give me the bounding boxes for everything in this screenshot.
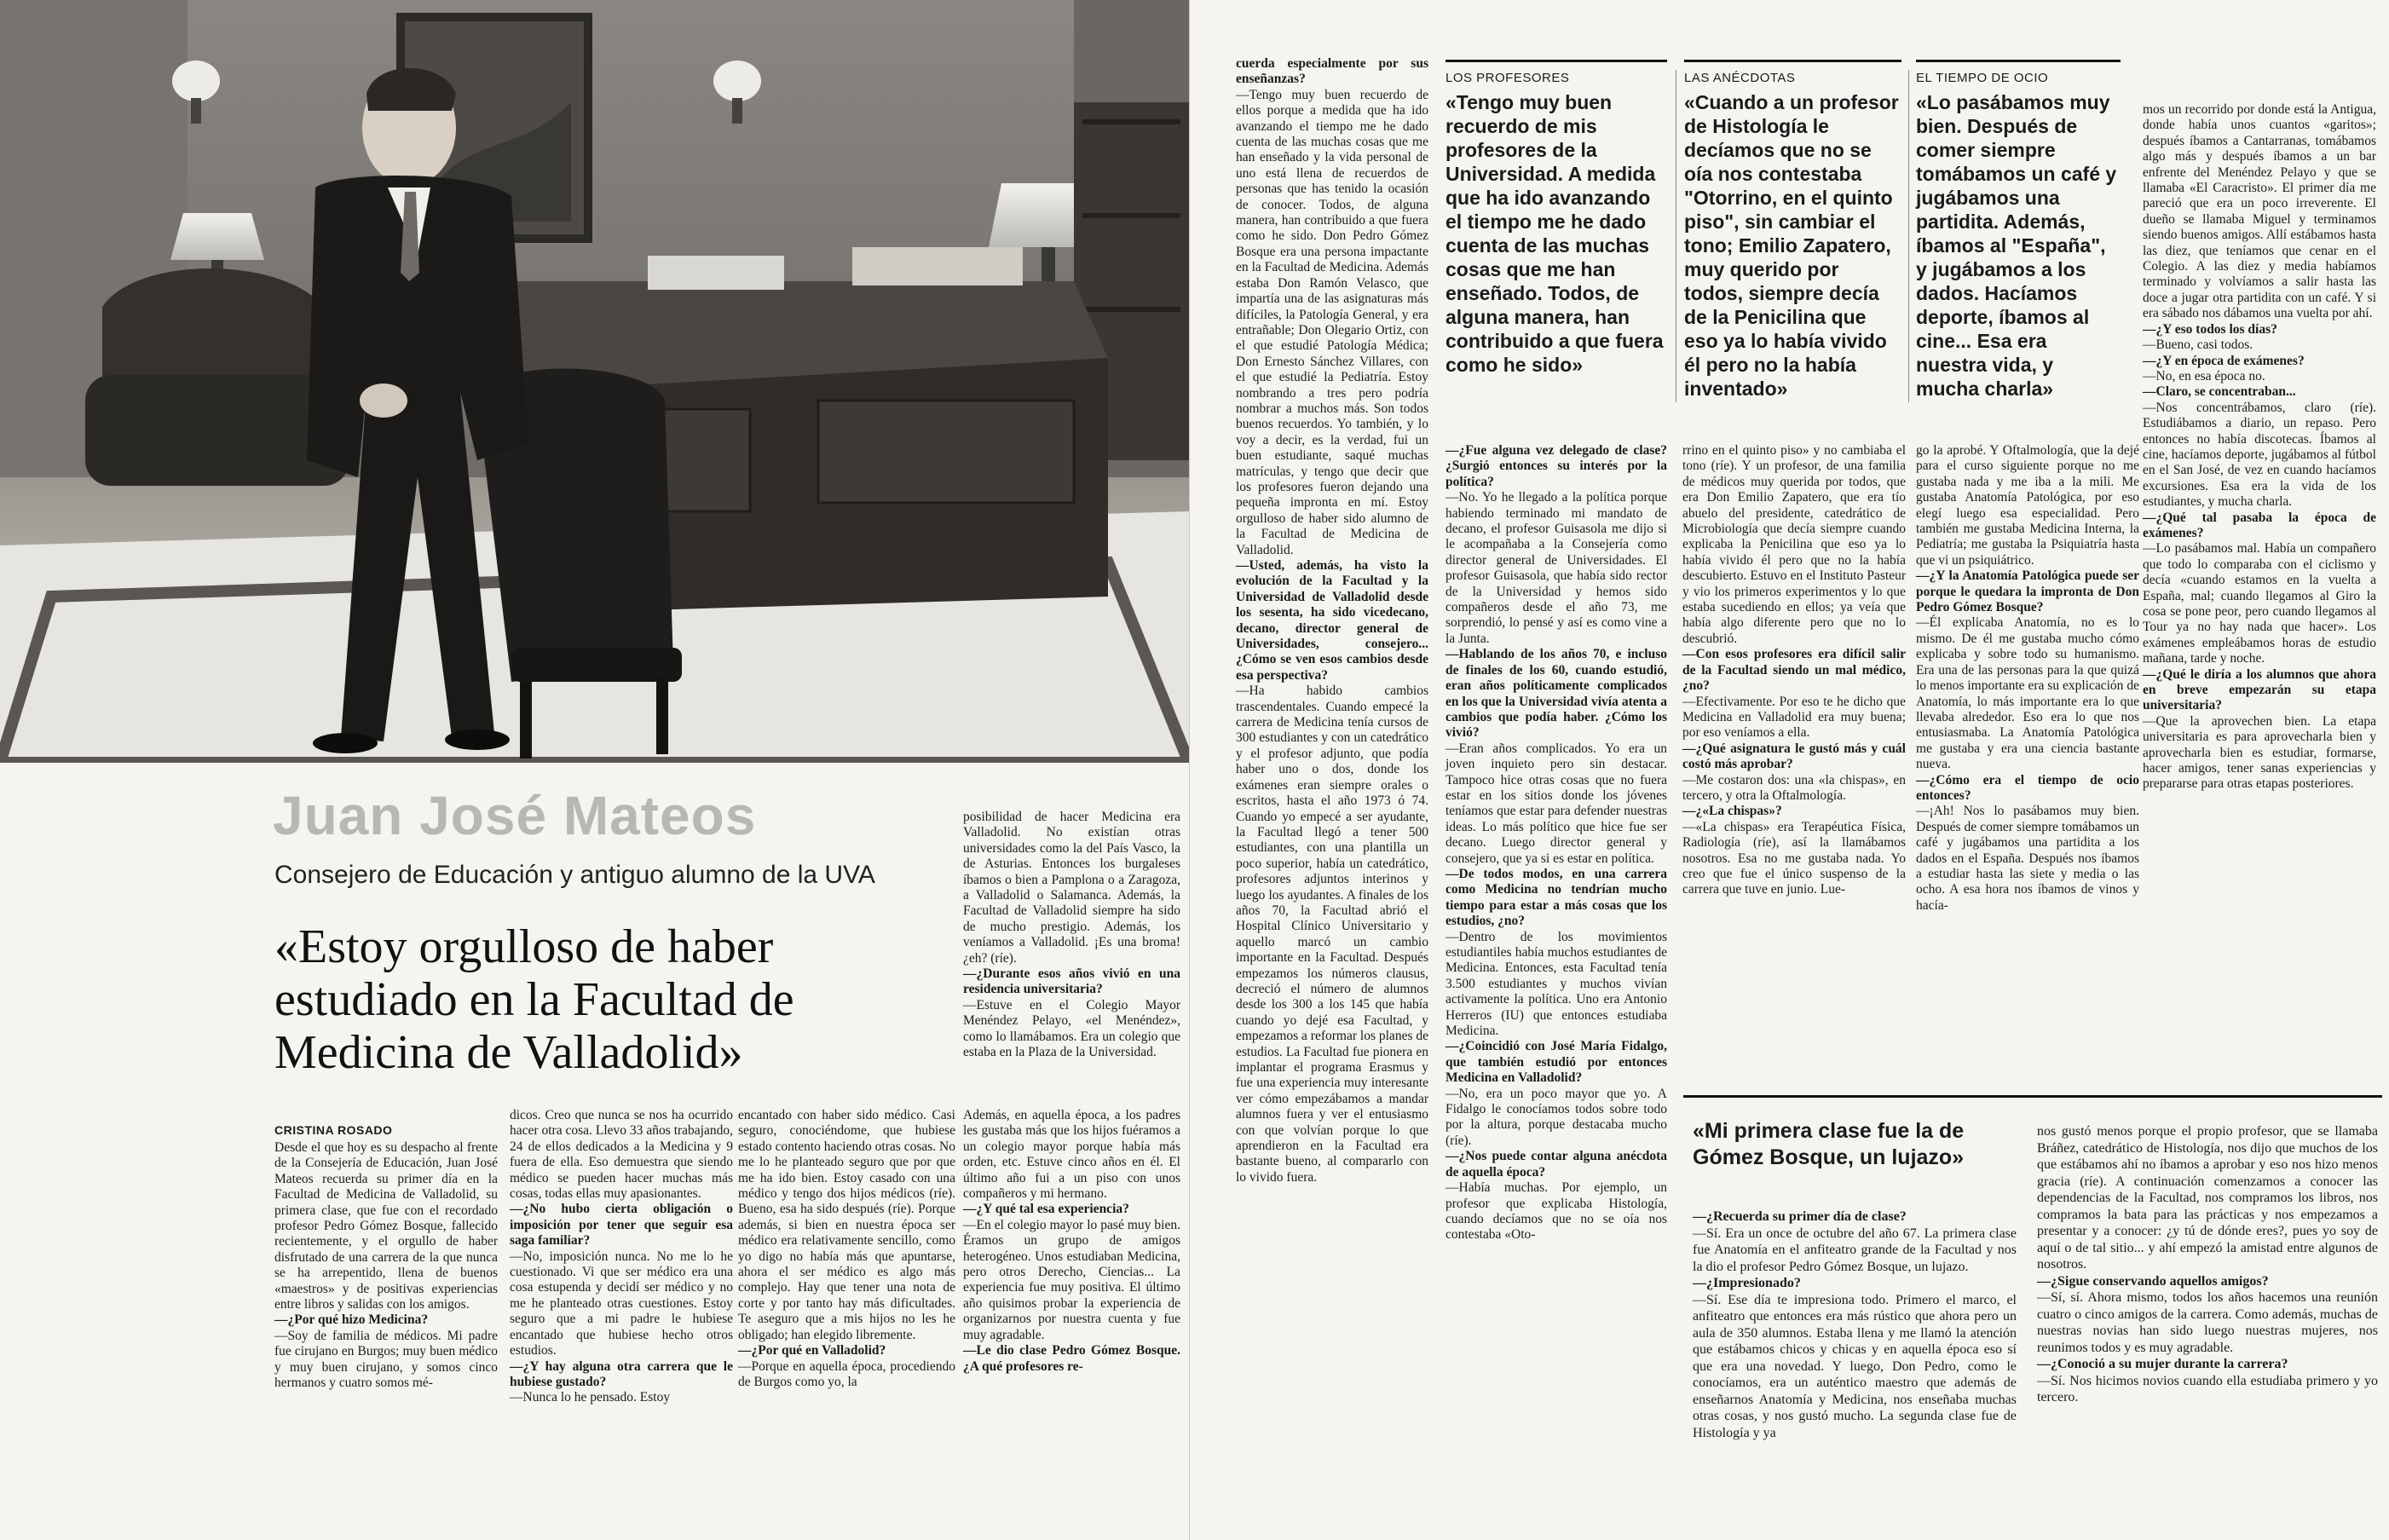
answer-text: —Tengo muy buen recuerdo de ellos porque a medida que ha ido avanzando el tiempo me he dado cuenta de las muchas cosas que me han enseñado y la vida personal de uno está llena de recuerdos de personas que has tenido la ocasión de conocer. Todos, de alguna manera, han contribuido a que fuera como he sido. Don Pedro Gómez Bosque era una persona impactante en la Facultad de Medicina. Además estaba Don Ramón Velasco, que impartía una de las asignaturas más difíciles, la Patología General, y era entrañable; Don Olegario Ortiz, con el que estudié Patología Médica; Don Ernesto Sánchez Villares, con el que estudié la Pediatría. Estoy nombrando a tres pero podría nombrar a muchos más. Son todos buenos recuerdos. Yo también, y lo voy a decir, es la verdad, fui un buen estudiante, saqué muchas matrículas, y tengo que decir que los profesores fueron dejando una pequeña impronta en mí. Estoy orgulloso de haber sido alumno de la Facultad de Medicina de Valladolid. <box>1236 87 1428 557</box>
quote-label: LAS ANÉCDOTAS <box>1684 71 1796 85</box>
column-9 <box>1693 1208 2017 1441</box>
answer-text: —En el colegio mayor lo pasé muy bien. Éramos un grupo de amigos heterogéneo. Unos estudiaban Medicina, pero otros Derecho, Ciencias... La experiencia fue muy positiva. El último año quisimos probar la experiencia de organizarnos por nuestra cuenta y fue muy agradable. <box>963 1217 1180 1342</box>
question: —¿Qué le diría a los alumnos que ahora en breve empezarán su etapa universitaria? <box>2143 666 2376 713</box>
answer-text: rrino en el quinto piso» y no cambiaba el tono (ríe). Y un profesor, de una familia de médicos muy querida por todos, que era Don Emilio Zapatero, que era tío abuelo del presidente, catedrático de Microbiología que decía siempre cuando explicaba la Penicilina que eso ya lo había vivido él pero que no la había descubierto. Estuvo en el Instituto Pasteur y vio los primeros experimentos y lo que estaba sucediendo en ellos; ya veía que había algo diferente pero que no lo descubrió. <box>1682 443 1906 646</box>
answer-text: mos un recorrido por donde está la Antigua, donde había unos cuantos «garitos»; después íbamos a Cantarranas, tomábamos algo más y después íbamos a un bar enfrente del Menéndez Pelayo y que se llamaba «El Caracristo». El primer día me pareció que era un poco irreverente. El dueño se llamaba Miguel y terminamos siendo buenos amigos. Allí estábamos hasta las diez, que teníamos que cenar en el Colegio. A las diez y media habíamos terminado y volvíamos a salir hasta las doce a jugar otra partidita con un café. Y si era sábado nos dábamos una vuelta por ahí. <box>2143 102 2376 321</box>
answer-text: —Sí. Ese día te impresiona todo. Primero el marco, el anfiteatro que entonces era más rústico que ahora pero un aula de 350 alumnos. Estaba llena y me llamó la atención que estábamos chicos y chicas y en aquella época eso sí que era una novedad. Y luego, Don Pedro, como le conocíamos, era un auténtico maestro que además de enseñarnos Anatomía y Medicina, nos enseñaba muchas otras cosas, y nos gustó mucho. La segunda clase fue de Histología y ya <box>1693 1292 2017 1440</box>
question: —¿Por qué en Valladolid? <box>738 1343 886 1358</box>
answer-text: dicos. Creo que nunca se nos ha ocurrido hacer otra cosa. Llevo 33 años trabajando, 24 de ellos dedicados a la Medicina y 9 fuera de ella. Eso demuestra que siendo médico se pueden hacer muchas más cosas, todas ellas muy apasionantes. <box>510 1108 733 1202</box>
answer-text: —Eran años complicados. Yo era un joven inquieto pero sin destacar. Tampoco hice otras cosas que no fuera estar en los sitios donde los jóvenes teníamos que estar para defender nuestras ideas. Lo más político que hice fue ser decano. Luego director general y consejero, que ya si es estar en política. <box>1446 741 1667 866</box>
answer-text: —Ha habido cambios trascendentales. Cuando empecé la carrera de Medicina tenía cursos de 300 estudiantes y con un catedrático y el profesor adjunto, que podía haber uno o dos, donde los exámenes eran siempre orales o escritos, hasta el año 1973 ó 74. Cuando yo empecé a ser ayudante, la Facultad llegó a tener 500 estudiantes, con una plantilla un poco superior, había un catedrático, profesores adjuntos interinos y luego los ayudantes. A finales de los años 70, la Facultad abrió el Hospital Clínico Universitario y aquello marcó un cambio importante en la Facultad. Después empezamos los números clausus, decreció el número de alumnos desde los 300 a los 145 que había cuando yo dejé esa Facultad, y empezamos a reformar los planes de estudios. La Facultad fue pionera en implantar el programa Erasmus y fue una experiencia muy interesante ver cómo empezábamos a mandar alumnos fuera y ver el entusiasmo con que volvían porque lo que aprendieron en la Facultad era bastante bueno, al compararlo con lo vivido fuera. <box>1236 683 1428 1185</box>
quote-ocio <box>1916 60 2121 401</box>
question: —¿Fue alguna vez delegado de clase? ¿Surgió entonces su interés por la política? <box>1446 443 1667 489</box>
question: —¿Durante esos años vivió en una residencia universitaria? <box>963 966 1180 997</box>
question: —Usted, además, ha visto la evolución de la Facultad y la Universidad de Valladolid desde los sesenta, ha sido vicedecano, decano, director general de Universidades, consejero... ¿Cómo se ven esos cambios desde esa perspectiva? <box>1236 558 1428 683</box>
answer-text: —«La chispas» era Terapéutica Física, Radiología (ríe), así la llamábamos nosotros. Esa no me gustaba nada. Yo creo que fue el único suspenso de la carrera que tuve en junio. Lue- <box>1682 819 1906 897</box>
answer-text: —Bueno, casi todos. <box>2143 337 2253 353</box>
question: —¿Cómo era el tiempo de ocio entonces? <box>1916 772 2139 803</box>
answer-text: —Dentro de los movimientos estudiantiles había muchos estudiantes de Medicina. Entonces, esta Facultad tenía 3.500 estudiantes y muchos vivían activamente la política. Uno era Antonio Herreros (IU) que entonces estudiaba Medicina. <box>1446 929 1667 1039</box>
question: —¿Por qué hizo Medicina? <box>274 1312 429 1328</box>
byline: CRISTINA ROSADO <box>274 1123 393 1137</box>
question: —¿Nos puede contar alguna anécdota de aquella época? <box>1446 1149 1667 1180</box>
column-2 <box>510 1108 733 1406</box>
column-10 <box>2037 1123 2378 1406</box>
quote-label: EL TIEMPO DE OCIO <box>1916 71 2049 85</box>
answer-text: —Nos concentrábamos, claro (ríe). Estudiábamos a diario, un repaso. Pero entonces no había discotecas. Íbamos al cine, hacíamos deporte, jugábamos al fútbol en el San José, de vez en cuando hacíamos excursiones. Esa era la vida de los estudiantes, y mucha charla. <box>2143 400 2376 510</box>
question: —¿Coincidió con José María Fidalgo, que también estudió por entonces Medicina en Valladolid? <box>1446 1039 1667 1086</box>
answer-text: —No, en esa época no. <box>2143 368 2265 384</box>
column-1 <box>274 1140 498 1392</box>
quote-label: LOS PROFESORES <box>1446 71 1570 85</box>
answer-text: —No, era un poco mayor que yo. A Fidalgo le conocíamos todos sobre todo por la altura, porque destacaba mucho (ríe). <box>1446 1086 1667 1148</box>
quote-text: «Lo pasábamos muy bien. Después de comer siempre tomábamos un café y jugábamos una partidita. Además, íbamos al "España", y jugábamos a los dados. Hacíamos deporte, íbamos al cine... Esa era nuestra vida, y mucha charla» <box>1916 91 2117 400</box>
answer-text: Desde el que hoy es su despacho al frente de la Consejería de Educación, Juan José Mateos recuerda su primer día en la Facultad de Medicina de Valladolid, su primera clase, que fue con el recordado profesor Pedro Gómez Bosque, fallecido recientemente, y el orgullo de haber disfrutado de una carrera de la que nunca se ha arrepentido, llena de buenos «maestros» y de positivas experiencias entre libros y salidas con los amigos. <box>274 1140 498 1312</box>
left-page <box>0 0 1190 1540</box>
answer-text: Además, en aquella época, a los padres les gustaba más que los hijos fuéramos a un colegio mayor porque había más orden, etc. Estuve cinco años en él. El último año fui a un piso con unos compañeros y mi hermano. <box>963 1108 1180 1202</box>
column-8 <box>2143 102 2376 793</box>
quote-text: «Tengo muy buen recuerdo de mis profesores de la Universidad. A medida que ha ido avanzando el tiempo me he dado cuenta de las muchas cosas que me han enseñado. Todos, de alguna manera, han contribuido a que fuera como he sido» <box>1446 91 1664 376</box>
interviewee-name: Juan José Mateos <box>273 785 757 846</box>
question: —¿Qué asignatura le gustó más y cuál costó más aprobar? <box>1682 741 1906 772</box>
answer-text: —Soy de familia de médicos. Mi padre fue cirujano en Burgos; muy buen médico y muy buen cirujano, y somos cinco hermanos y cuatro somos mé- <box>274 1328 498 1391</box>
portrait-photo-illustration <box>0 0 1189 763</box>
answer-text: —Había muchas. Por ejemplo, un profesor que explicaba Histología, cuando decíamos que no se oía nos contestaba «Oto- <box>1446 1180 1667 1243</box>
quote-text: «Cuando a un profesor de Histología le decíamos que no se oía nos contestaba "Otorrino, en el quinto piso", sin cambiar el tono; Emilio Zapatero, muy querido por todos, siempre decía de la Penicilina que eso ya lo había vivido él pero no la había inventado» <box>1684 91 1899 400</box>
answer-text: —Lo pasábamos mal. Había un compañero que todo lo comparaba con el ciclismo y decía «cuando estamos en la vuelta a España, mal; cuando llegamos al Giro la cosa se pone peor, pero cuando llegamos al Tour ya no hay nada que hacer». Los exámenes empleábamos horas de estudio mañana, tarde y noche. <box>2143 541 2376 666</box>
column-3b <box>738 1108 955 1390</box>
interviewee-subtitle: Consejero de Educación y antiguo alumno de la UVA <box>274 861 875 889</box>
answer-text: —Estuve en el Colegio Mayor Menéndez Pelayo, «el Menéndez», como lo llamábamos. Era un colegio que estaba en la Plaza de la Universidad. <box>963 997 1180 1060</box>
question: —¿Conoció a su mujer durante la carrera? <box>2037 1357 2288 1371</box>
question: —De todos modos, en una carrera como Medicina no tendrían mucho tiempo para estar a más cosas que los estudios, ¿no? <box>1446 866 1667 929</box>
question: —¿Y qué tal esa experiencia? <box>963 1202 1129 1217</box>
answer-text: —No, imposición nunca. No me lo he cuestionado. Vi que ser médico era una cosa estupenda y decidí ser médico y no me he planteado otras cuestiones. Estoy seguro que a mi padre le hubiese encantado que hubiese hecho otros estudios. <box>510 1249 733 1358</box>
answer-text: —Sí. Nos hicimos novios cuando ella estudiaba primero y yo tercero. <box>2037 1373 2378 1404</box>
answer-text: —Efectivamente. Por eso te he dicho que Medicina en Valladolid era muy buena; por eso veníamos a ella. <box>1682 694 1906 741</box>
answer-text: nos gustó menos porque el propio profesor, que se llamaba Bráñez, catedrático de Histología, nos dijo que muchos de los que estábamos ahí no íbamos a aprobar y eso nos hizo menos gracia (ríe). A continuación comenzamos a conocer las dependencias de la Facultad, nos compramos los libros, nos compramos la bata para las prácticas y nos empezamos a presentar y a conocer: ¿y tú de dónde eres?, pues yo soy de aquí o de tal sitio... y ahí empezó la amistad entre algunos de nosotros. <box>2037 1124 2378 1272</box>
column-3a <box>963 810 1180 1061</box>
question: —¿Y en época de exámenes? <box>2143 353 2305 368</box>
column-5 <box>1446 443 1667 1243</box>
answer-text: —Sí, sí. Ahora mismo, todos los años hacemos una reunión cuatro o cinco amigos de la carrera. Como además, muchas de nuestras novias han sido luego nuestras mujeres, nos reunimos todos y es muy agradable. <box>2037 1290 2378 1355</box>
answer-text: —No. Yo he llegado a la política porque habiendo terminado mi mandato de decano, el profesor Guisasola me dijo si le acompañaba a la Consejería como director general de Universidades. El profesor Guisasola, que había sido rector de la Universidad y hemos sido compañeros desde el año 73, me sorprendió, lo pensé y así es como vine a la Junta. <box>1446 490 1667 646</box>
answer-text: —Sí. Era un once de octubre del año 67. La primera clase fue Anatomía en el anfiteatro grande de la Facultad y nos la dio el profesor Pedro Gómez Bosque, un lujazo. <box>1693 1226 2017 1274</box>
sidebar-title: «Mi primera clase fue la de Gómez Bosque, un lujazo» <box>1693 1119 1965 1169</box>
column-6 <box>1682 443 1906 898</box>
column-4 <box>1236 56 1428 1185</box>
column-3c <box>963 1108 1180 1375</box>
answer-text: —Nunca lo he pensado. Estoy <box>510 1390 671 1405</box>
answer-text: go la aprobé. Y Oftalmología, que la dejé para el curso siguiente porque no me gustaba nada y me iba a la mili. Me gustaba Anatomía Patológica, por eso elegí luego esa especialidad. Pero también me gustaba Medicina Interna, la Pediatría; me gustaba la Psiquiatría hasta que vi un psiquiátrico. <box>1916 443 2139 568</box>
question: —¿Y la Anatomía Patológica puede ser porque le quedara la impronta de Don Pedro Gómez Bosque? <box>1916 568 2139 615</box>
office-photo <box>0 0 1189 763</box>
answer-text: —Porque en aquella época, procediendo de Burgos como yo, la <box>738 1358 955 1389</box>
question: —¿Recuerda su primer día de clase? <box>1693 1209 1907 1224</box>
question: —¿Qué tal pasaba la época de exámenes? <box>2143 510 2376 540</box>
headline: «Estoy orgulloso de haber estudiado en la Facultad de Medicina de Valladolid» <box>274 920 794 1079</box>
quote-profesores <box>1446 60 1667 377</box>
answer-text: —Él explicaba Anatomía, no es lo mismo. De él me gustaba mucho cómo explicaba y sobre todo su humanismo. Era una de las personas para la que quizá lo menos importante era su explicación de Anatomía, lo más importante era lo que llevaba alrededor. Eso era lo que nos entusiasmaba. La Anatomía Patológica me gustaba y era una ciencia bastante nueva. <box>1916 615 2139 772</box>
question: —Le dio clase Pedro Gómez Bosque. ¿A qué profesores re- <box>963 1343 1180 1374</box>
question: —¿Sigue conservando aquellos amigos? <box>2037 1273 2269 1289</box>
answer-text: posibilidad de hacer Medicina era Valladolid. No existían otras universidades como la del País Vasco, la de Asturias. Entonces los burgaleses íbamos o bien a Pamplona o a Zaragoza, a Valladolid o Salamanca. Además, la Facultad de Valladolid siempre ha sido de mucho prestigio. Además, los veníamos a Valladolid. ¡Es una broma! ¿eh? (ríe). <box>963 810 1180 966</box>
question: —¿Impresionado? <box>1693 1276 1801 1290</box>
question: cuerda especialmente por sus enseñanzas? <box>1236 56 1428 87</box>
question: —¿Y hay alguna otra carrera que le hubiese gustado? <box>510 1358 733 1389</box>
column-7 <box>1916 443 2139 914</box>
answer-text: —Me costaron dos: una «la chispas», en tercero, y otra la Oftalmología. <box>1682 772 1906 803</box>
question: —¿«La chispas»? <box>1682 804 1782 819</box>
answer-text: encantado con haber sido médico. Casi seguro, conociéndome, que hubiese estado contento haciendo otras cosas. No me lo he planteado seguro que por que me ha ido bien. Estoy casado con una médico y tengo dos hijos médicos (ríe). Bueno, esa ha sido después (ríe). Porque además, si bien en nuestra época ser médico era relativamente sencillo, como yo digo no había más que apuntarse, ahora el ser médico es algo más complejo. Hay que tener una nota de corte y por tanto hay más dificultades. Te aseguro que a mis hijos no les he obligado; han elegido libremente. <box>738 1108 955 1342</box>
question: —Con esos profesores era difícil salir de la Facultad siendo un mal médico, ¿no? <box>1682 647 1906 694</box>
quote-anecdotas <box>1684 60 1901 401</box>
question: —¿Y eso todos los días? <box>2143 321 2277 337</box>
question: —¿No hubo cierta obligación o imposición por tener que seguir esa saga familiar? <box>510 1202 733 1249</box>
question: —Hablando de los años 70, e incluso de finales de los 60, cuando estudió, eran años políticamente complicados en los que la Universidad vivía atenta a cambios que podía haber. ¿Cómo los vivió? <box>1446 647 1667 741</box>
answer-text: —Que la aprovechen bien. La etapa universitaria es para aprovecharla bien y aprovecharla bien es estudiar, formarse, hacer amigos, tener sanas experiencias y prepararse para otras etapas posteriores. <box>2143 713 2376 792</box>
answer-text: —¡Ah! Nos lo pasábamos muy bien. Después de comer siempre tomábamos un café y jugábamos una partidita a los dados en el España. Después nos íbamos a estudiar hasta las siete y media o las ocho. A esa hora nos íbamos de vinos y hacía- <box>1916 804 2139 913</box>
question: —Claro, se concentraban... <box>2143 384 2296 400</box>
